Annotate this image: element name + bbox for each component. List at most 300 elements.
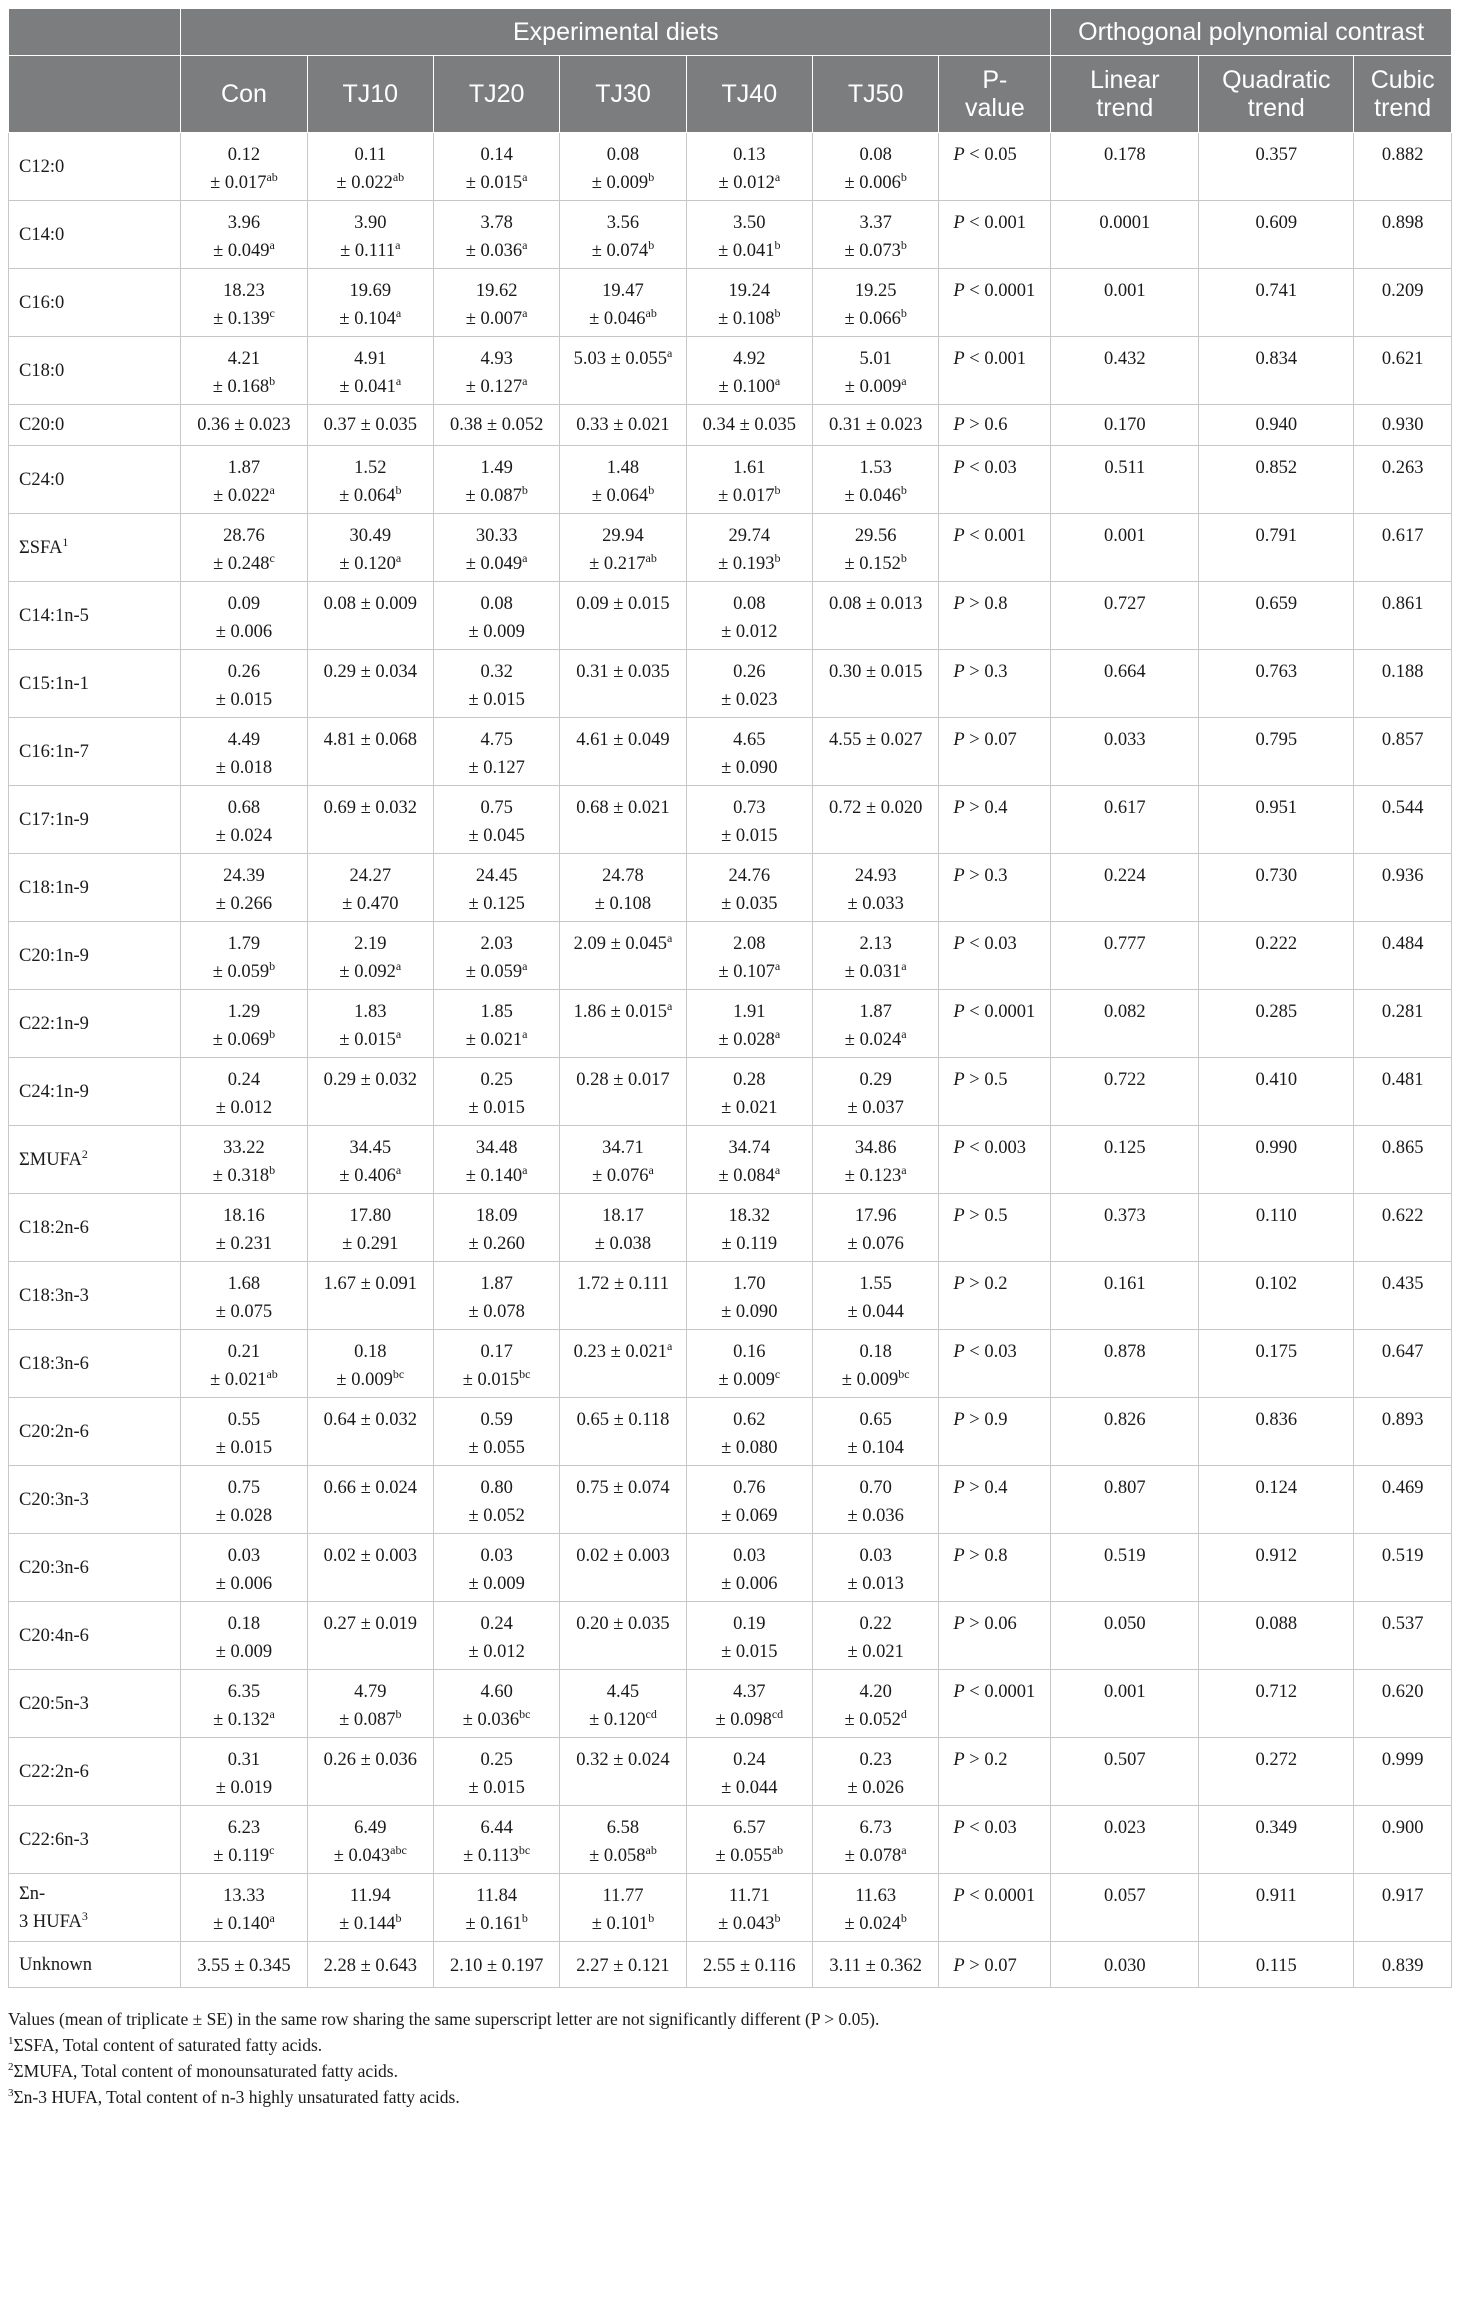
se-value: ± 0.217: [589, 554, 646, 574]
significance-letter: a: [667, 345, 673, 360]
footnote-marker: 3: [81, 1908, 88, 1923]
diet-value-cell: [307, 337, 433, 405]
cubic-trend-value: 0.647: [1381, 1342, 1424, 1362]
linear-trend-cell: [1051, 337, 1199, 405]
quadratic-trend-value: 0.124: [1255, 1478, 1298, 1498]
se-value: ± 0.036: [847, 1506, 904, 1526]
significance-letter: b: [648, 169, 655, 184]
column-header-label: P- value: [964, 66, 1025, 122]
se-value: ± 0.100: [718, 377, 775, 397]
p-letter: P: [953, 1818, 965, 1838]
quadratic-trend-value: 0.834: [1255, 349, 1298, 369]
column-header: [307, 56, 433, 133]
linear-trend-cell: [1051, 1602, 1199, 1670]
se-value: ± 0.069: [212, 1030, 270, 1050]
quadratic-trend-cell: [1199, 405, 1354, 446]
table-row: [9, 446, 1452, 514]
diet-value-cell: [433, 718, 559, 786]
p-value-cell: [939, 650, 1051, 718]
table-row: [9, 1466, 1452, 1534]
mean-value: 0.80: [480, 1478, 513, 1498]
p-value-cell: [939, 1670, 1051, 1738]
table-row: [9, 1398, 1452, 1466]
mean-value: 4.49: [227, 730, 261, 750]
significance-letter: b: [395, 1706, 402, 1721]
diet-value-cell: [560, 1262, 686, 1330]
p-letter: P: [953, 1546, 965, 1566]
significance-letter: b: [900, 482, 907, 497]
diet-value-cell: [181, 405, 307, 446]
linear-trend-value: 0.722: [1104, 1070, 1146, 1090]
significance-letter: a: [395, 1026, 402, 1041]
cubic-trend-value: 0.930: [1381, 415, 1424, 435]
mean-value: 34.71: [602, 1138, 644, 1158]
se-value: ± 0.291: [342, 1234, 399, 1254]
diet-value-cell: [813, 1874, 939, 1942]
diet-value-cell: [307, 133, 433, 201]
significance-letter: cd: [771, 1706, 784, 1721]
mean-value: 0.09: [227, 594, 261, 614]
se-value: ± 0.318: [212, 1166, 270, 1186]
mean-value: 6.57: [733, 1818, 766, 1838]
p-value-cell: [939, 337, 1051, 405]
diet-value-cell: [433, 582, 559, 650]
mean-value: 18.32: [728, 1206, 771, 1226]
p-value-cell: [939, 922, 1051, 990]
mean-value: 2.10 ± 0.197: [449, 1956, 544, 1976]
linear-trend-value: 0.878: [1104, 1342, 1146, 1362]
linear-trend-value: 0.826: [1104, 1410, 1146, 1430]
table-row: [9, 854, 1452, 922]
diet-value-cell: [433, 1534, 559, 1602]
p-letter: P: [953, 798, 965, 818]
fatty-acid-name: C18:2n-6: [19, 1217, 89, 1238]
diet-value-cell: [813, 1330, 939, 1398]
diet-value-cell: [307, 1194, 433, 1262]
p-value: > 0.2: [969, 1274, 1008, 1294]
p-letter: P: [953, 526, 965, 546]
table-row: [9, 1738, 1452, 1806]
linear-trend-cell: [1051, 1874, 1199, 1942]
mean-value: 0.25: [480, 1750, 513, 1770]
diet-value-cell: [813, 1466, 939, 1534]
linear-trend-cell: [1051, 1738, 1199, 1806]
mean-value: 0.27 ± 0.019: [323, 1614, 417, 1634]
p-value-cell: [939, 1398, 1051, 1466]
mean-value: 0.25: [480, 1070, 513, 1090]
diet-value-cell: [560, 1398, 686, 1466]
significance-letter: b: [900, 305, 907, 320]
table-row: [9, 1670, 1452, 1738]
p-letter: P: [953, 1070, 965, 1090]
mean-value: 34.86: [854, 1138, 897, 1158]
se-value: ± 0.075: [215, 1302, 273, 1322]
significance-letter: a: [395, 550, 402, 565]
mean-value: 30.33: [475, 526, 518, 546]
p-value-cell: [939, 718, 1051, 786]
cubic-trend-cell: [1354, 854, 1452, 922]
footnote-text: Values (mean of triplicate ± SE) in the same row sharing the same superscript letter are not significantly different (P > 0.05).: [8, 2009, 880, 2029]
mean-value: 1.67 ± 0.091: [323, 1274, 417, 1294]
se-value: ± 0.084: [718, 1166, 775, 1186]
p-value-cell: [939, 269, 1051, 337]
significance-letter: abc: [390, 1842, 407, 1857]
column-header: [1051, 56, 1199, 133]
fatty-acid-name: C20:0: [19, 415, 65, 435]
se-value: ± 0.009: [468, 622, 525, 642]
se-value: ± 0.028: [215, 1506, 273, 1526]
p-letter: P: [953, 415, 965, 435]
p-value-cell: [939, 1534, 1051, 1602]
diet-value-cell: [560, 201, 686, 269]
se-value: ± 0.087: [465, 486, 522, 506]
linear-trend-cell: [1051, 201, 1199, 269]
p-value: < 0.03: [969, 458, 1017, 478]
quadratic-trend-cell: [1199, 1602, 1354, 1670]
fatty-acid-table: [8, 8, 1452, 1988]
quadratic-trend-value: 0.791: [1255, 526, 1298, 546]
fatty-acid-name: C20:4n-6: [19, 1625, 89, 1646]
linear-trend-value: 0.057: [1104, 1886, 1146, 1906]
cubic-trend-cell: [1354, 1942, 1452, 1988]
significance-letter: ab: [771, 1842, 784, 1857]
footnote: [8, 2084, 1452, 2110]
diet-value-cell: [181, 1330, 307, 1398]
significance-letter: b: [774, 305, 781, 320]
table-row: [9, 1942, 1452, 1988]
p-letter: P: [953, 1274, 965, 1294]
diet-value-cell: [433, 1874, 559, 1942]
fatty-acid-name: C20:3n-3: [19, 1489, 89, 1510]
mean-value: 0.31 ± 0.035: [576, 662, 670, 682]
diet-value-cell: [686, 718, 812, 786]
diet-value-cell: [307, 718, 433, 786]
cubic-trend-cell: [1354, 1398, 1452, 1466]
mean-value: 0.73: [733, 798, 766, 818]
cubic-trend-value: 0.898: [1381, 213, 1424, 233]
cubic-trend-value: 0.481: [1381, 1070, 1424, 1090]
se-value: ± 0.406: [339, 1166, 396, 1186]
mean-value: 0.08 ± 0.009: [323, 594, 417, 614]
fatty-acid-name-cell: [9, 922, 181, 990]
significance-letter: a: [522, 1162, 528, 1177]
fatty-acid-name: C16:1n-7: [19, 741, 89, 762]
p-letter: P: [953, 1138, 965, 1158]
se-value: ± 0.076: [847, 1234, 904, 1254]
quadratic-trend-cell: [1199, 582, 1354, 650]
linear-trend-cell: [1051, 1670, 1199, 1738]
se-value: ± 0.052: [844, 1710, 901, 1730]
fatty-acid-name: C20:3n-6: [19, 1557, 89, 1578]
cubic-trend-value: 0.469: [1381, 1478, 1424, 1498]
linear-trend-value: 0.519: [1104, 1546, 1146, 1566]
significance-letter: b: [774, 237, 781, 252]
column-header: [1354, 56, 1452, 133]
diet-value-cell: [813, 446, 939, 514]
fatty-acid-name-cell: [9, 990, 181, 1058]
table-row: [9, 269, 1452, 337]
fatty-acid-name-cell: [9, 269, 181, 337]
p-value: > 0.07: [969, 730, 1017, 750]
cubic-trend-cell: [1354, 133, 1452, 201]
fatty-acid-name: C14:0: [19, 224, 65, 245]
diet-value-cell: [307, 1058, 433, 1126]
mean-value: 3.90: [354, 213, 387, 233]
diet-value-cell: [686, 1058, 812, 1126]
diet-value-cell: [560, 514, 686, 582]
diet-value-cell: [307, 650, 433, 718]
mean-value: 5.03 ± 0.055: [573, 349, 668, 369]
significance-letter: ab: [645, 305, 657, 320]
diet-value-cell: [433, 1942, 559, 1988]
quadratic-trend-value: 0.795: [1255, 730, 1298, 750]
mean-value: 1.91: [733, 1002, 766, 1022]
fatty-acid-table-container: [8, 8, 1452, 2110]
column-header-label: TJ10: [342, 80, 399, 108]
p-value-cell: [939, 514, 1051, 582]
cubic-trend-cell: [1354, 269, 1452, 337]
cubic-trend-cell: [1354, 1670, 1452, 1738]
se-value: ± 0.009: [336, 1370, 393, 1390]
diet-value-cell: [307, 201, 433, 269]
p-letter: P: [953, 934, 965, 954]
se-value: ± 0.015: [468, 1778, 525, 1798]
quadratic-trend-cell: [1199, 1806, 1354, 1874]
diet-value-cell: [560, 582, 686, 650]
linear-trend-value: 0.001: [1104, 1682, 1146, 1702]
linear-trend-cell: [1051, 1058, 1199, 1126]
fatty-acid-name-cell: [9, 1058, 181, 1126]
significance-letter: b: [269, 373, 276, 388]
p-letter: P: [953, 1750, 965, 1770]
quadratic-trend-value: 0.175: [1255, 1342, 1298, 1362]
mean-value: 4.60: [480, 1682, 513, 1702]
mean-value: 2.19: [354, 934, 387, 954]
footnote-number: 2: [8, 2061, 14, 2074]
fatty-acid-name-cell: [9, 1194, 181, 1262]
se-value: ± 0.012: [215, 1098, 273, 1118]
mean-value: 0.08: [480, 594, 513, 614]
mean-value: 6.49: [354, 1818, 387, 1838]
diet-value-cell: [181, 1806, 307, 1874]
linear-trend-value: 0.082: [1104, 1002, 1146, 1022]
diet-value-cell: [181, 786, 307, 854]
table-row: [9, 1058, 1452, 1126]
quadratic-trend-cell: [1199, 1466, 1354, 1534]
table-row: [9, 786, 1452, 854]
significance-letter: a: [522, 169, 528, 184]
p-value: < 0.001: [969, 213, 1026, 233]
mean-value: 0.26: [733, 662, 766, 682]
diet-value-cell: [686, 201, 812, 269]
mean-value: 24.45: [475, 866, 518, 886]
diet-value-cell: [686, 854, 812, 922]
mean-value: 4.75: [480, 730, 513, 750]
fatty-acid-name: Σn- 3 HUFA: [19, 1883, 82, 1932]
p-value: < 0.03: [969, 1818, 1017, 1838]
mean-value: 4.37: [733, 1682, 766, 1702]
quadratic-trend-value: 0.912: [1255, 1546, 1298, 1566]
se-value: ± 0.074: [591, 241, 649, 261]
header-blank: [9, 9, 181, 56]
fatty-acid-name: C24:0: [19, 469, 65, 490]
se-value: ± 0.026: [847, 1778, 904, 1798]
diet-value-cell: [181, 718, 307, 786]
diet-value-cell: [433, 922, 559, 990]
diet-value-cell: [560, 446, 686, 514]
linear-trend-cell: [1051, 133, 1199, 201]
diet-value-cell: [433, 1126, 559, 1194]
linear-trend-value: 0.178: [1104, 145, 1146, 165]
significance-letter: a: [774, 373, 781, 388]
significance-letter: b: [269, 958, 276, 973]
se-value: ± 0.231: [215, 1234, 273, 1254]
se-value: ± 0.090: [721, 758, 778, 778]
diet-value-cell: [813, 1194, 939, 1262]
mean-value: 0.70: [859, 1478, 892, 1498]
mean-value: 28.76: [223, 526, 265, 546]
cubic-trend-cell: [1354, 922, 1452, 990]
significance-letter: a: [269, 1910, 275, 1925]
se-value: ± 0.021: [721, 1098, 778, 1118]
linear-trend-value: 0.727: [1104, 594, 1146, 614]
diet-value-cell: [560, 1806, 686, 1874]
p-letter: P: [953, 1206, 965, 1226]
se-value: ± 0.022: [336, 173, 393, 193]
fatty-acid-name-cell: [9, 133, 181, 201]
diet-value-cell: [560, 854, 686, 922]
diet-value-cell: [813, 650, 939, 718]
quadratic-trend-cell: [1199, 1398, 1354, 1466]
mean-value: 34.48: [475, 1138, 518, 1158]
mean-value: 0.24: [227, 1070, 261, 1090]
linear-trend-cell: [1051, 1126, 1199, 1194]
mean-value: 1.61: [733, 458, 766, 478]
diet-value-cell: [181, 1602, 307, 1670]
se-value: ± 0.260: [468, 1234, 525, 1254]
fatty-acid-name: C15:1n-1: [19, 673, 89, 694]
p-value: > 0.5: [969, 1206, 1008, 1226]
fatty-acid-name: C20:5n-3: [19, 1693, 89, 1714]
quadratic-trend-value: 0.741: [1255, 281, 1298, 301]
cubic-trend-cell: [1354, 1126, 1452, 1194]
diet-value-cell: [181, 269, 307, 337]
mean-value: 4.21: [227, 349, 261, 369]
se-value: ± 0.015: [721, 1642, 778, 1662]
significance-letter: a: [648, 1162, 654, 1177]
significance-letter: b: [774, 550, 781, 565]
diet-value-cell: [433, 1058, 559, 1126]
linear-trend-value: 0.125: [1104, 1138, 1146, 1158]
se-value: ± 0.044: [721, 1778, 778, 1798]
cubic-trend-value: 0.544: [1381, 798, 1424, 818]
p-value: < 0.003: [969, 1138, 1026, 1158]
significance-letter: a: [522, 1026, 528, 1041]
diet-value-cell: [181, 922, 307, 990]
fatty-acid-name-cell: [9, 854, 181, 922]
diet-value-cell: [813, 582, 939, 650]
p-value-cell: [939, 1738, 1051, 1806]
mean-value: 0.19: [733, 1614, 766, 1634]
fatty-acid-name: C18:3n-6: [19, 1353, 89, 1374]
se-value: ± 0.140: [465, 1166, 523, 1186]
significance-letter: a: [522, 550, 528, 565]
se-value: ± 0.015: [339, 1030, 396, 1050]
footnote: [8, 2006, 1452, 2032]
diet-value-cell: [307, 1398, 433, 1466]
cubic-trend-value: 0.622: [1381, 1206, 1424, 1226]
p-value-cell: [939, 201, 1051, 269]
mean-value: 0.03: [227, 1546, 261, 1566]
mean-value: 29.74: [728, 526, 771, 546]
se-value: ± 0.017: [210, 173, 267, 193]
mean-value: 11.84: [476, 1886, 518, 1906]
mean-value: 1.68: [227, 1274, 261, 1294]
footnote-number: 3: [8, 2087, 14, 2100]
quadratic-trend-value: 0.110: [1255, 1206, 1297, 1226]
mean-value: 18.16: [223, 1206, 265, 1226]
fatty-acid-name: C17:1n-9: [19, 809, 89, 830]
cubic-trend-value: 0.999: [1381, 1750, 1424, 1770]
se-value: ± 0.098: [715, 1710, 772, 1730]
diet-value-cell: [560, 786, 686, 854]
mean-value: 0.18: [354, 1342, 387, 1362]
mean-value: 4.93: [480, 349, 513, 369]
mean-value: 0.31: [227, 1750, 261, 1770]
diet-value-cell: [307, 1602, 433, 1670]
diet-value-cell: [686, 514, 812, 582]
quadratic-trend-cell: [1199, 1126, 1354, 1194]
diet-value-cell: [307, 446, 433, 514]
cubic-trend-cell: [1354, 1602, 1452, 1670]
diet-value-cell: [307, 922, 433, 990]
diet-value-cell: [813, 786, 939, 854]
fatty-acid-name-cell: [9, 1466, 181, 1534]
se-value: ± 0.078: [468, 1302, 525, 1322]
p-value: < 0.05: [969, 145, 1017, 165]
table-row: [9, 922, 1452, 990]
diet-value-cell: [307, 405, 433, 446]
quadratic-trend-value: 0.990: [1255, 1138, 1298, 1158]
se-value: ± 0.015: [215, 1438, 273, 1458]
cubic-trend-value: 0.620: [1381, 1682, 1424, 1702]
linear-trend-cell: [1051, 514, 1199, 582]
linear-trend-value: 0.001: [1104, 526, 1146, 546]
significance-letter: a: [395, 958, 402, 973]
significance-letter: bc: [519, 1366, 531, 1381]
linear-trend-cell: [1051, 1330, 1199, 1398]
diet-value-cell: [686, 446, 812, 514]
mean-value: 2.13: [859, 934, 892, 954]
header-group-row: [9, 9, 1452, 56]
se-value: ± 0.015: [215, 690, 273, 710]
mean-value: 18.09: [475, 1206, 518, 1226]
se-value: ± 0.132: [213, 1710, 270, 1730]
mean-value: 4.91: [354, 349, 387, 369]
diet-value-cell: [433, 269, 559, 337]
footnote-marker: 2: [81, 1146, 88, 1161]
diet-value-cell: [307, 1126, 433, 1194]
significance-letter: a: [667, 1338, 673, 1353]
diet-value-cell: [181, 1398, 307, 1466]
fatty-acid-name-cell: [9, 1262, 181, 1330]
p-value-cell: [939, 1262, 1051, 1330]
mean-value: 1.85: [480, 1002, 513, 1022]
diet-value-cell: [560, 1738, 686, 1806]
mean-value: 0.66 ± 0.024: [323, 1478, 417, 1498]
se-value: ± 0.092: [339, 962, 396, 982]
mean-value: 0.75 ± 0.074: [576, 1478, 670, 1498]
